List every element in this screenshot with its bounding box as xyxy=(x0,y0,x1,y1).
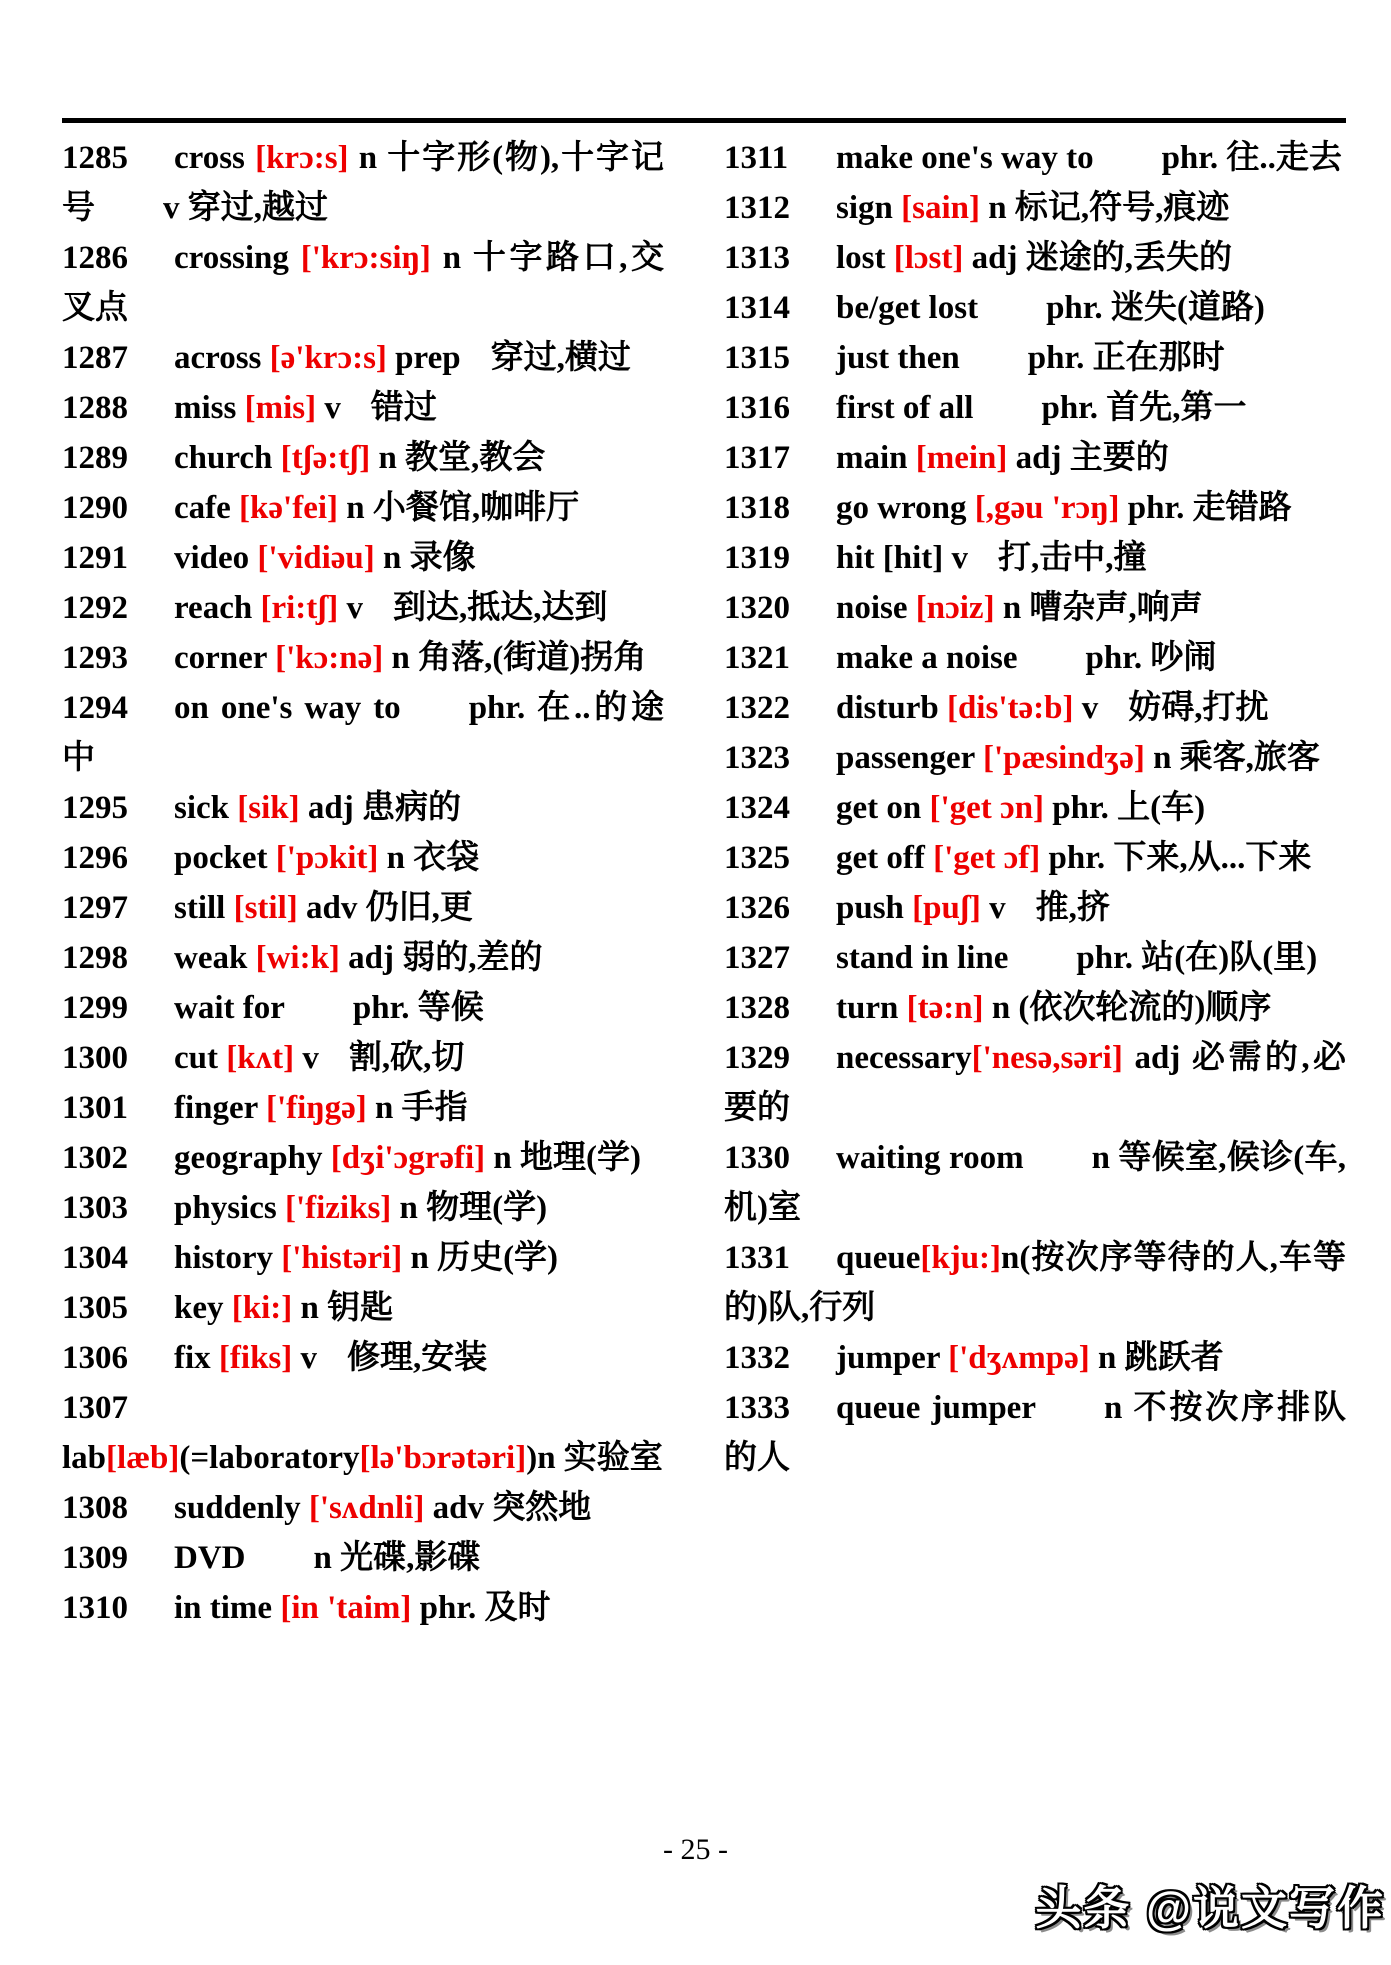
entry-text: phr. 首先,第一 xyxy=(1041,390,1247,426)
entry-phonetic: ['histəri] xyxy=(281,1240,403,1276)
entry-text: phr. 在..的途中 xyxy=(62,690,665,776)
entry-number: 1332 xyxy=(724,1340,790,1376)
entry-phonetic: ['fiziks] xyxy=(284,1190,392,1226)
entry-phonetic: ['dʒʌmpə] xyxy=(948,1340,1090,1376)
entry-text: suddenly xyxy=(174,1490,309,1526)
entry-text: adj 迷途的,丢失的 xyxy=(963,240,1232,276)
entry-text: just then xyxy=(836,340,960,376)
entry-number: 1311 xyxy=(724,140,789,176)
entry-text: n 光碟,影碟 xyxy=(313,1540,481,1576)
entry-text: corner xyxy=(174,640,276,676)
entry-text: 推,挤 xyxy=(1035,890,1110,926)
entry-text: 到达,抵达,达到 xyxy=(392,590,608,626)
entry-text: v xyxy=(338,590,363,626)
entry-text: make one's way to xyxy=(836,140,1094,176)
entry-text: geography xyxy=(174,1140,331,1176)
entry-text: v xyxy=(1073,690,1099,726)
entry-number: 1321 xyxy=(724,640,790,676)
entry-text: n 嘈杂声,响声 xyxy=(994,590,1203,626)
entry-text: v 穿过,越过 xyxy=(163,190,328,226)
vocab-entry xyxy=(724,1233,1346,1333)
entry-text: n 录像 xyxy=(374,540,476,576)
vocab-entry xyxy=(62,1183,664,1233)
entry-text: n 标记,符号,痕迹 xyxy=(979,190,1230,226)
entry-number: 1317 xyxy=(724,440,790,476)
vocab-entry xyxy=(724,1383,1346,1483)
watermark: 头条 @说文写作 xyxy=(1035,1882,1385,1934)
entry-text: key xyxy=(174,1290,232,1326)
entry-text: adv 仍旧,更 xyxy=(297,890,473,926)
vocab-entry xyxy=(724,983,1346,1033)
entry-phonetic: [tʃə:tʃ] xyxy=(280,440,371,476)
entry-text: (=laboratory xyxy=(179,1440,360,1476)
entry-number: 1322 xyxy=(724,690,790,726)
entry-number: 1290 xyxy=(62,490,128,526)
entry-text: n 钥匙 xyxy=(292,1290,394,1326)
entry-text: passenger xyxy=(836,740,983,776)
entry-text: v xyxy=(316,390,341,426)
entry-text: DVD xyxy=(174,1540,246,1576)
entry-text: n 教堂,教会 xyxy=(370,440,546,476)
vocab-entry xyxy=(62,983,664,1033)
entry-text: phr. 迷失(道路) xyxy=(1046,290,1265,326)
entry-text: n 小餐馆,咖啡厅 xyxy=(338,490,580,526)
entry-text: n 等候室,候诊(车,机)室 xyxy=(724,1140,1346,1226)
vocab-entry xyxy=(724,883,1346,933)
entry-text: fix xyxy=(174,1340,219,1376)
entry-number: 1318 xyxy=(724,490,790,526)
entry-number: 1296 xyxy=(62,840,128,876)
entry-number: 1333 xyxy=(724,1390,790,1426)
entry-text: cut xyxy=(174,1040,227,1076)
entry-text: lost xyxy=(836,240,894,276)
entry-text: phr. 走错路 xyxy=(1119,490,1292,526)
entry-number: 1331 xyxy=(724,1240,790,1276)
entry-text: cross xyxy=(174,140,256,176)
entry-text: n 十字形(物),十字记号 xyxy=(62,140,664,226)
entry-text: weak xyxy=(174,940,256,976)
entry-phonetic: [ə'krɔ:s] xyxy=(269,340,387,376)
entry-text: 修理,安装 xyxy=(347,1340,488,1376)
right-column xyxy=(724,133,1346,1633)
entry-phonetic: [sik] xyxy=(237,790,300,826)
vocab-entry xyxy=(724,733,1346,783)
vocab-entry xyxy=(62,883,664,933)
entry-number: 1329 xyxy=(724,1040,790,1076)
vocab-entry xyxy=(62,533,664,583)
entry-number: 1327 xyxy=(724,940,790,976)
entry-text: lab xyxy=(62,1440,107,1476)
entry-text: first of all xyxy=(836,390,974,426)
entry-text: phr. 等候 xyxy=(352,990,484,1026)
vocab-entry xyxy=(62,1533,664,1583)
entry-text: n 历史(学) xyxy=(402,1240,559,1276)
vocab-entry xyxy=(62,483,664,533)
entry-phonetic: [sain] xyxy=(901,190,980,226)
vocab-entry xyxy=(724,633,1346,683)
entry-number: 1286 xyxy=(62,240,128,276)
entry-number: 1313 xyxy=(724,240,790,276)
entry-number: 1325 xyxy=(724,840,790,876)
entry-text: 打,击中,撞 xyxy=(998,540,1147,576)
entry-text: wait for xyxy=(174,990,285,1026)
entry-phonetic: [lɔst] xyxy=(893,240,964,276)
entry-text: n 不按次序排队的人 xyxy=(724,1390,1346,1476)
entry-text: turn xyxy=(836,990,907,1026)
entry-text: phr. 吵闹 xyxy=(1085,640,1217,676)
vocab-entry xyxy=(724,133,1346,183)
entry-text: hit [hit] v xyxy=(836,540,968,576)
entry-text: n 地理(学) xyxy=(485,1140,641,1176)
vocab-entry xyxy=(62,1483,664,1533)
entry-text: adj 患病的 xyxy=(299,790,461,826)
entry-text: queue jumper xyxy=(836,1390,1036,1426)
vocab-entry xyxy=(62,1583,664,1633)
entry-text: n 衣袋 xyxy=(378,840,480,876)
entry-text: crossing xyxy=(174,240,301,276)
entry-text: phr. 正在那时 xyxy=(1027,340,1225,376)
entry-phonetic: [dis'tə:b] xyxy=(946,690,1074,726)
entry-text: church xyxy=(174,440,281,476)
entry-number: 1319 xyxy=(724,540,790,576)
entry-text: 妨碍,打扰 xyxy=(1128,690,1269,726)
entry-text: be/get lost xyxy=(836,290,979,326)
entry-phonetic: [ki:] xyxy=(231,1290,293,1326)
entry-text: still xyxy=(174,890,234,926)
entry-phonetic: ['pɔkit] xyxy=(275,840,379,876)
vocab-entry xyxy=(724,1133,1346,1233)
vocab-entry xyxy=(724,1333,1346,1383)
entry-text: adj 必需的,必要的 xyxy=(724,1040,1346,1126)
entry-text: get off xyxy=(836,840,934,876)
entry-number: 1312 xyxy=(724,190,790,226)
entry-text: jumper xyxy=(836,1340,949,1376)
entry-text: 错过 xyxy=(370,390,437,426)
entry-number: 1294 xyxy=(62,690,128,726)
entry-text: necessary xyxy=(836,1040,972,1076)
entry-text: reach xyxy=(174,590,261,626)
entry-text: sign xyxy=(836,190,902,226)
vocab-entry xyxy=(62,233,664,333)
entry-phonetic: ['pæsindʒə] xyxy=(983,740,1145,776)
entry-text: physics xyxy=(174,1190,285,1226)
entry-number: 1315 xyxy=(724,340,790,376)
vocab-entry xyxy=(62,433,664,483)
vocab-entry xyxy=(62,383,664,433)
entry-text: v xyxy=(292,1340,318,1376)
vocab-entry xyxy=(62,1083,664,1133)
entry-number: 1316 xyxy=(724,390,790,426)
entry-number: 1308 xyxy=(62,1490,128,1526)
vocab-entry xyxy=(62,933,664,983)
entry-text: prep xyxy=(386,340,461,376)
entry-number: 1298 xyxy=(62,940,128,976)
entry-phonetic: [fiks] xyxy=(218,1340,293,1376)
entry-phonetic: [mis] xyxy=(244,390,317,426)
vocab-entry xyxy=(724,233,1346,283)
entry-number: 1330 xyxy=(724,1140,790,1176)
entry-number: 1323 xyxy=(724,740,790,776)
left-column xyxy=(62,133,664,1633)
entry-number: 1303 xyxy=(62,1190,128,1226)
entry-text: disturb xyxy=(836,690,947,726)
entry-phonetic: [krɔ:s] xyxy=(255,140,349,176)
entry-phonetic: [stil] xyxy=(233,890,298,926)
top-rule xyxy=(62,118,1346,123)
entry-text: n 十字路口,交叉点 xyxy=(62,240,664,326)
entry-text: push xyxy=(836,890,913,926)
entry-text: n(按次序等待的人,车等的)队,行列 xyxy=(724,1240,1346,1326)
vocab-entry xyxy=(62,1033,664,1083)
vocab-entry xyxy=(62,1283,664,1333)
entry-phonetic: [mein] xyxy=(915,440,1008,476)
entry-text: v xyxy=(980,890,1006,926)
entry-phonetic: ['kɔ:nə] xyxy=(275,640,384,676)
entry-number: 1304 xyxy=(62,1240,128,1276)
entry-text: 穿过,横过 xyxy=(490,340,631,376)
entry-phonetic: [kju:] xyxy=(920,1240,1002,1276)
entry-text: on one's way to xyxy=(174,690,401,726)
entry-text: pocket xyxy=(174,840,276,876)
entry-text: phr. 往..走去 xyxy=(1161,140,1342,176)
entry-number: 1326 xyxy=(724,890,790,926)
entry-text: in time xyxy=(174,1590,281,1626)
entry-phonetic: [nɔiz] xyxy=(915,590,995,626)
vocab-entry xyxy=(62,333,664,383)
entry-number: 1285 xyxy=(62,140,128,176)
vocab-entry xyxy=(62,633,664,683)
entry-number: 1306 xyxy=(62,1340,128,1376)
vocab-entry xyxy=(724,533,1346,583)
vocab-entry xyxy=(724,483,1346,533)
entry-phonetic: [ri:tʃ] xyxy=(260,590,339,626)
vocab-entry xyxy=(724,683,1346,733)
entry-text: )n 实验室 xyxy=(526,1440,663,1476)
entry-phonetic: ['nesə,səri] xyxy=(971,1040,1123,1076)
vocab-entry xyxy=(724,933,1346,983)
vocab-entry xyxy=(62,683,664,783)
entry-phonetic: [kʌt] xyxy=(226,1040,295,1076)
entry-text: phr. 及时 xyxy=(411,1590,551,1626)
entry-phonetic: [dʒi'ɔgrəfi] xyxy=(330,1140,486,1176)
entry-text: history xyxy=(174,1240,282,1276)
entry-phonetic: ['vidiəu] xyxy=(257,540,375,576)
entry-text: make a noise xyxy=(836,640,1018,676)
entry-phonetic: [lə'bɔrətəri] xyxy=(359,1440,527,1476)
entry-number: 1295 xyxy=(62,790,128,826)
entry-phonetic: ['get ɔf] xyxy=(933,840,1041,876)
entry-text: adj 主要的 xyxy=(1007,440,1169,476)
entry-text: n 跳跃者 xyxy=(1089,1340,1224,1376)
entry-number: 1291 xyxy=(62,540,128,576)
entry-number: 1293 xyxy=(62,640,128,676)
entry-number: 1310 xyxy=(62,1590,128,1626)
entry-text: miss xyxy=(174,390,245,426)
entry-number: 1297 xyxy=(62,890,128,926)
entry-number: 1299 xyxy=(62,990,128,1026)
entry-number: 1292 xyxy=(62,590,128,626)
vocab-entry xyxy=(62,783,664,833)
entry-number: 1328 xyxy=(724,990,790,1026)
vocab-entry xyxy=(62,1133,664,1183)
entry-number: 1305 xyxy=(62,1290,128,1326)
entry-text: 割,砍,切 xyxy=(348,1040,465,1076)
entry-phonetic: ['sʌdnli] xyxy=(308,1490,425,1526)
entry-phonetic: [,gəu 'rɔŋ] xyxy=(974,490,1120,526)
entry-text: v xyxy=(294,1040,319,1076)
vocab-entry xyxy=(724,783,1346,833)
entry-phonetic: ['krɔ:siŋ] xyxy=(300,240,431,276)
entry-text: main xyxy=(836,440,916,476)
entry-text: n 角落,(街道)拐角 xyxy=(383,640,647,676)
entry-text: phr. 上(车) xyxy=(1044,790,1206,826)
entry-text: waiting room xyxy=(836,1140,1024,1176)
vocab-entry xyxy=(62,1233,664,1283)
vocab-entry xyxy=(724,333,1346,383)
entry-text: go wrong xyxy=(836,490,975,526)
entry-text: video xyxy=(174,540,258,576)
entry-phonetic: [tə:n] xyxy=(906,990,984,1026)
vocab-entry xyxy=(62,583,664,633)
entry-text: across xyxy=(174,340,270,376)
entry-text: noise xyxy=(836,590,916,626)
vocab-entry xyxy=(62,1383,664,1483)
entry-number: 1289 xyxy=(62,440,128,476)
entry-text: get on xyxy=(836,790,930,826)
entry-number: 1324 xyxy=(724,790,790,826)
vocab-entry xyxy=(724,583,1346,633)
entry-number: 1307 xyxy=(62,1390,128,1426)
vocab-entry xyxy=(724,383,1346,433)
vocab-entry xyxy=(62,833,664,883)
entry-number: 1301 xyxy=(62,1090,128,1126)
entry-number: 1314 xyxy=(724,290,790,326)
entry-text: phr. 站(在)队(里) xyxy=(1076,940,1318,976)
entry-phonetic: [puʃ] xyxy=(912,890,981,926)
entry-text: n 物理(学) xyxy=(391,1190,548,1226)
vocab-entry xyxy=(724,283,1346,333)
vocab-entry xyxy=(724,833,1346,883)
entry-text: sick xyxy=(174,790,238,826)
entry-phonetic: [kə'fei] xyxy=(239,490,338,526)
entry-number: 1287 xyxy=(62,340,128,376)
entry-text: adj 弱的,差的 xyxy=(339,940,543,976)
entry-text: finger xyxy=(174,1090,266,1126)
vocab-columns xyxy=(62,133,1346,1633)
entry-number: 1300 xyxy=(62,1040,128,1076)
entry-text: cafe xyxy=(174,490,240,526)
entry-phonetic: ['fiŋgə] xyxy=(265,1090,367,1126)
entry-phonetic: [læb] xyxy=(106,1440,180,1476)
entry-phonetic: [wi:k] xyxy=(255,940,340,976)
entry-number: 1288 xyxy=(62,390,128,426)
page-content xyxy=(62,118,1346,1633)
entry-text: n (依次轮流的)顺序 xyxy=(983,990,1272,1026)
entry-phonetic: ['get ɔn] xyxy=(929,790,1045,826)
vocab-entry xyxy=(62,1333,664,1383)
entry-number: 1302 xyxy=(62,1140,128,1176)
entry-text: phr. 下来,从...下来 xyxy=(1040,840,1312,876)
entry-phonetic: [in 'taim] xyxy=(280,1590,412,1626)
vocab-entry xyxy=(724,1033,1346,1133)
vocab-entry xyxy=(724,433,1346,483)
entry-text: adv 突然地 xyxy=(424,1490,592,1526)
vocab-entry xyxy=(62,133,664,233)
vocab-entry xyxy=(724,183,1346,233)
entry-text: stand in line xyxy=(836,940,1009,976)
entry-text: n 乘客,旅客 xyxy=(1144,740,1320,776)
entry-text: n 手指 xyxy=(366,1090,468,1126)
entry-number: 1309 xyxy=(62,1540,128,1576)
page-number: - 25 - xyxy=(663,1833,728,1866)
entry-text: queue xyxy=(836,1240,921,1276)
entry-number: 1320 xyxy=(724,590,790,626)
